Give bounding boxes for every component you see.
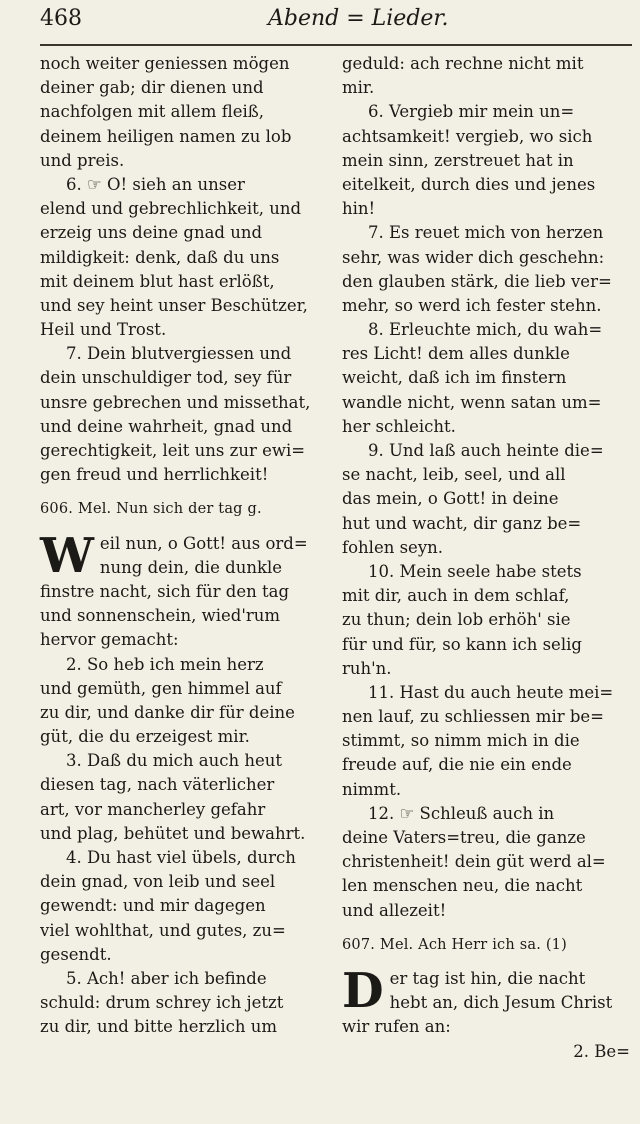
text-line: gesendt. <box>40 944 112 964</box>
hymn-607-heading: 607. Mel. Ach Herr ich sa. (1) <box>342 936 567 953</box>
hymn-606-body <box>40 580 332 1040</box>
verse-6 <box>40 173 332 342</box>
text-line: eil nun, o Gott! aus ord= <box>99 533 308 553</box>
text-line: res Licht! dem alles dunkle <box>342 344 570 364</box>
text-line: ruh'n. <box>342 658 392 678</box>
running-head: Abend = Lieder. <box>268 6 449 31</box>
text-line: sehr, was wider dich geschehn: <box>342 247 605 267</box>
verse-start-line: 6. ☞ O! sieh an unser <box>66 174 245 194</box>
text-line: unsre gebrechen und missethat, <box>40 392 311 412</box>
verse-start-line: 10. Mein seele habe stets <box>368 561 582 581</box>
text-line: erzeig uns deine gnad und <box>40 223 263 243</box>
text-line: mir. <box>342 78 375 98</box>
hymn-605-continued <box>342 52 634 923</box>
verse-start-line: 7. Es reuet mich von herzen <box>368 223 604 243</box>
text-line: mit dir, auch in dem schlaf, <box>342 586 570 606</box>
spacer <box>342 957 634 967</box>
verse-7 <box>40 342 332 487</box>
text-line: hebt an, dich Jesum Christ <box>389 993 613 1013</box>
text-line: geduld: ach rechne nicht mit <box>342 54 584 73</box>
text-line: schuld: drum schrey ich jetzt <box>40 993 284 1013</box>
drop-cap: W <box>40 527 94 584</box>
text-line: deiner gab; dir dienen und <box>40 78 264 98</box>
text-line: den glauben stärk, die lieb ver= <box>342 271 612 291</box>
verse-start-line: 7. Dein blutvergiessen und <box>66 344 292 364</box>
text-line: weicht, daß ich im finstern <box>342 368 567 388</box>
text-line: fohlen seyn. <box>342 537 444 557</box>
text-line: deine Vaters=treu, die ganze <box>342 828 586 847</box>
text-line: gewendt: und mir dagegen <box>40 896 266 916</box>
continued-verse <box>40 52 332 173</box>
text-line: viel wohlthat, und gutes, zu= <box>40 920 286 940</box>
text-line: zu dir, und danke dir für deine <box>40 702 295 722</box>
text-line: und plag, behütet und bewahrt. <box>40 823 306 843</box>
text-line: wir rufen an: <box>342 1017 451 1037</box>
text-line: hut und wacht, dir ganz be= <box>342 513 582 533</box>
text-line: mildigkeit: denk, daß du uns <box>40 247 280 267</box>
text-line: für und für, so kann ich selig <box>342 634 582 654</box>
drop-cap: D <box>342 962 384 1019</box>
text-line: stimmt, so nimm mich in die <box>342 731 580 751</box>
right-column <box>342 52 634 1064</box>
text-line: se nacht, leib, seel, und all <box>342 465 566 485</box>
header-rule <box>40 44 632 46</box>
text-line: freude auf, die nie ein ende <box>342 755 572 775</box>
text-line: Heil und Trost. <box>40 320 167 340</box>
text-line: deinem heiligen namen zu lob <box>40 126 292 146</box>
hymn-606-opening <box>40 527 332 584</box>
text-line: güt, die du erzeigest mir. <box>40 727 250 747</box>
text-line: finstre nacht, sich für den tag <box>40 581 290 601</box>
text-line: hervor gemacht: <box>40 630 179 650</box>
text-line: zu dir, und bitte herzlich um <box>40 1017 278 1037</box>
text-line: und sonnenschein, wied'rum <box>40 606 281 626</box>
text-line: diesen tag, nach väterlicher <box>40 775 275 795</box>
verse-start-line: 8. Erleuchte mich, du wah= <box>368 320 603 340</box>
text-line: noch weiter geniessen mögen <box>40 54 290 73</box>
text-line: mit deinem blut hast erlößt, <box>40 271 275 291</box>
verse-start-line: 4. Du hast viel übels, durch <box>66 848 296 867</box>
text-line: achtsamkeit! vergieb, wo sich <box>342 126 593 146</box>
text-line: nen lauf, zu schliessen mir be= <box>342 707 605 727</box>
text-line: christenheit! dein güt werd al= <box>342 852 606 872</box>
text-line: art, vor mancherley gefahr <box>40 799 266 819</box>
text-line: er tag ist hin, die nacht <box>389 968 586 988</box>
spacer <box>342 923 634 933</box>
text-line: und sey heint unser Beschützer, <box>40 295 308 315</box>
text-line: mein sinn, zerstreuet hat in <box>342 150 574 170</box>
text-line: nung dein, die dunkle <box>99 557 283 577</box>
text-line: nimmt. <box>342 779 402 799</box>
text-line: her schleicht. <box>342 416 456 436</box>
text-line: nachfolgen mit allem fleiß, <box>40 102 265 122</box>
hymn-606-heading: 606. Mel. Nun sich der tag g. <box>40 501 262 518</box>
text-line: und allezeit! <box>342 900 447 920</box>
verse-start-line: 12. ☞ Schleuß auch in <box>368 803 555 823</box>
text-line: elend und gebrechlichkeit, und <box>40 199 302 219</box>
hymn-607-opening <box>342 962 634 1019</box>
text-line: wandle nicht, wenn satan um= <box>342 392 602 412</box>
text-line: gerechtigkeit, leit uns zur ewi= <box>40 441 306 460</box>
text-line: dein unschuldiger tod, sey für <box>40 368 292 388</box>
catchword: 2. Be= <box>573 1041 630 1061</box>
text-line: gen freud und herrlichkeit! <box>40 465 269 485</box>
text-line: und preis. <box>40 150 125 170</box>
verse-start-line: 3. Daß du mich auch heut <box>66 751 283 771</box>
left-column <box>40 52 332 1040</box>
page-header <box>40 6 632 40</box>
text-line: dein gnad, von leib und seel <box>40 872 276 892</box>
text-line: mehr, so werd ich fester stehn. <box>342 295 602 315</box>
text-line: zu thun; dein lob erhöh' sie <box>342 610 571 630</box>
text-line: und deine wahrheit, gnad und <box>40 416 293 436</box>
verse-start-line: 9. Und laß auch heinte die= <box>368 441 604 460</box>
text-line: hin! <box>342 199 376 219</box>
text-line: das mein, o Gott! in deine <box>342 489 559 509</box>
verse-start-line: 11. Hast du auch heute mei= <box>368 682 614 702</box>
verse-start-line: 2. So heb ich mein herz <box>66 654 264 674</box>
text-line: eitelkeit, durch dies und jenes <box>342 174 596 194</box>
spacer <box>40 487 332 497</box>
verse-start-line: 5. Ach! aber ich befinde <box>66 968 267 988</box>
page-number: 468 <box>40 6 82 31</box>
text-line: len menschen neu, die nacht <box>342 876 583 896</box>
verse-start-line: 6. Vergieb mir mein un= <box>368 102 575 122</box>
text-line: und gemüth, gen himmel auf <box>40 678 282 698</box>
